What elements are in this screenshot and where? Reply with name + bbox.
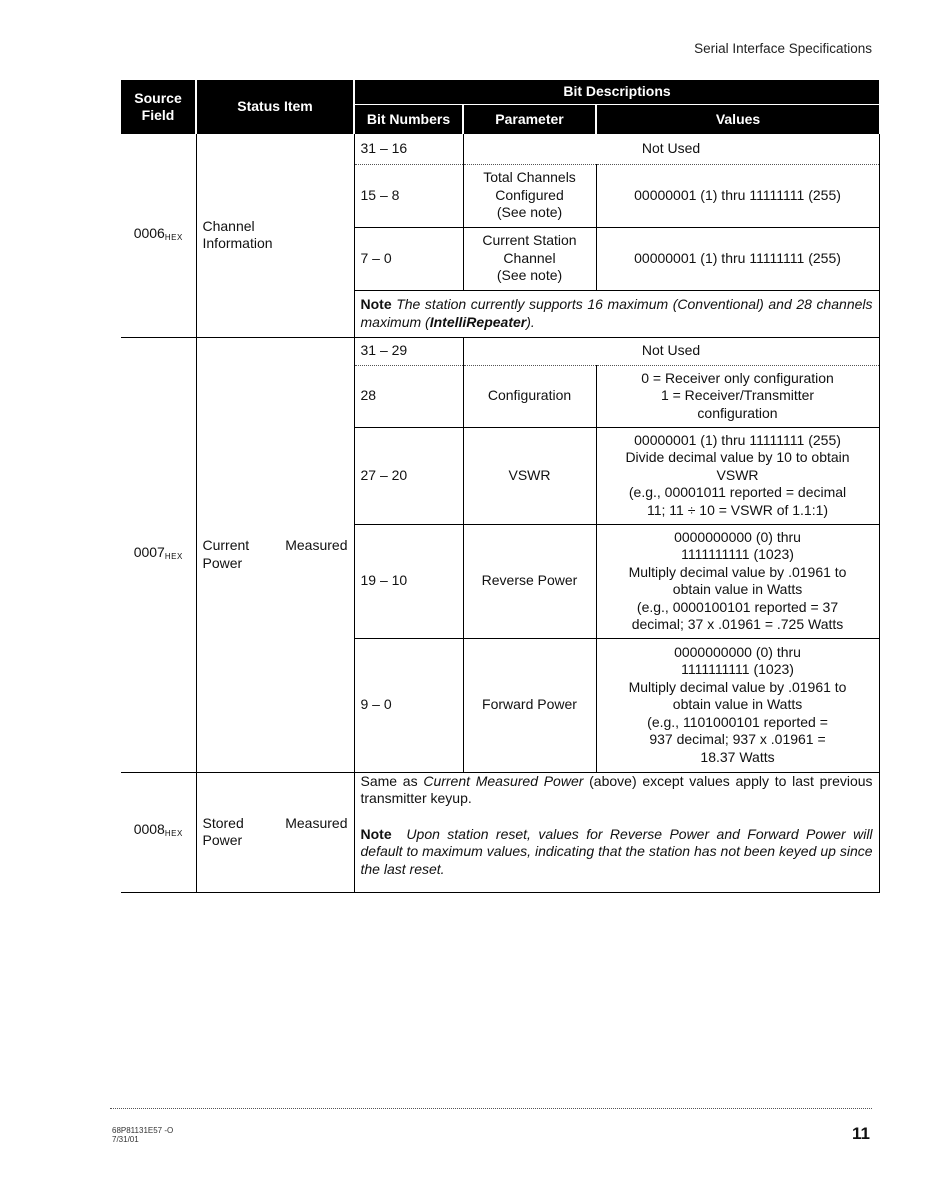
col-header-values: Values	[596, 105, 879, 135]
document-number: 68P81131E57 -O 7/31/01	[112, 1126, 174, 1144]
status-item-cell: Current Measured Power	[196, 337, 354, 772]
values-cell: 00000001 (1) thru 11111111 (255)	[596, 227, 879, 290]
not-used-cell: Not Used	[463, 134, 879, 164]
bit-numbers-cell: 9 – 0	[354, 638, 463, 772]
col-header-bit-numbers: Bit Numbers	[354, 105, 463, 135]
status-item-cell: Stored Measured Power	[196, 772, 354, 892]
parameter-cell: Reverse Power	[463, 524, 596, 638]
table-row	[121, 134, 879, 164]
values-cell: 0 = Receiver only configuration 1 = Receiver/Transmitter configuration	[596, 365, 879, 427]
col-header-status-item: Status Item	[196, 80, 354, 134]
source-field-cell: $0007_{HEX}$	[121, 337, 196, 772]
parameter-cell: VSWR	[463, 427, 596, 524]
status-fields-table	[121, 80, 880, 893]
bit-numbers-cell: 7 – 0	[354, 227, 463, 290]
col-header-source-field: Source Field	[121, 80, 196, 134]
values-cell: 00000001 (1) thru 11111111 (255) Divide decimal value by 10 to obtain VSWR (e.g., 00001011 reported = decimal 11; 11 ÷ 10 = VSWR of 1.1:1)	[596, 427, 879, 524]
bit-numbers-cell: 19 – 10	[354, 524, 463, 638]
table-row	[121, 772, 879, 892]
note-label: Note	[360, 825, 392, 842]
bit-numbers-cell: 31 – 16	[354, 134, 463, 164]
parameter-cell: Forward Power	[463, 638, 596, 772]
parameter-cell: Current Station Channel (See note)	[463, 227, 596, 290]
footer-divider	[110, 1108, 872, 1109]
page-header-title: Serial Interface Specifications	[694, 41, 872, 56]
col-header-parameter: Parameter	[463, 105, 596, 135]
note-cell: Note The station currently supports 16 maximum (Conventional) and 28 channels maximum (IntelliRepeater).	[354, 290, 879, 337]
bit-numbers-cell: 27 – 20	[354, 427, 463, 524]
col-header-bit-descriptions: Bit Descriptions	[354, 80, 879, 105]
source-field-cell: $0006_{HEX}$	[121, 134, 196, 337]
values-cell: 00000001 (1) thru 11111111 (255)	[596, 164, 879, 227]
page-number: 11	[852, 1124, 870, 1143]
table-row	[121, 337, 879, 365]
parameter-cell: Total Channels Configured (See note)	[463, 164, 596, 227]
bit-numbers-cell: 15 – 8	[354, 164, 463, 227]
values-cell: 0000000000 (0) thru 1111111111 (1023) Multiply decimal value by .01961 to obtain value in Watts (e.g., 1101000101 reported = 937 decimal; 937 x .01961 = 18.37 Watts	[596, 638, 879, 772]
not-used-cell: Not Used	[463, 337, 879, 365]
bit-numbers-cell: 31 – 29	[354, 337, 463, 365]
bit-numbers-cell: 28	[354, 365, 463, 427]
source-field-cell: $0008_{HEX}$	[121, 772, 196, 892]
note-label: Note	[360, 296, 392, 312]
parameter-cell: Configuration	[463, 365, 596, 427]
values-cell: 0000000000 (0) thru 1111111111 (1023) Multiply decimal value by .01961 to obtain value in Watts (e.g., 0000100101 reported = 37 decimal; 37 x .01961 = .725 Watts	[596, 524, 879, 638]
status-item-cell: Channel Information	[196, 134, 354, 337]
description-cell: Same as Current Measured Power (above) except values apply to last previous transmitter keyup. Note Upon station reset, values for Reverse Power and Forward Power will default to maximum values, indicating that the station has not been keyed up since the last reset.	[354, 772, 879, 892]
